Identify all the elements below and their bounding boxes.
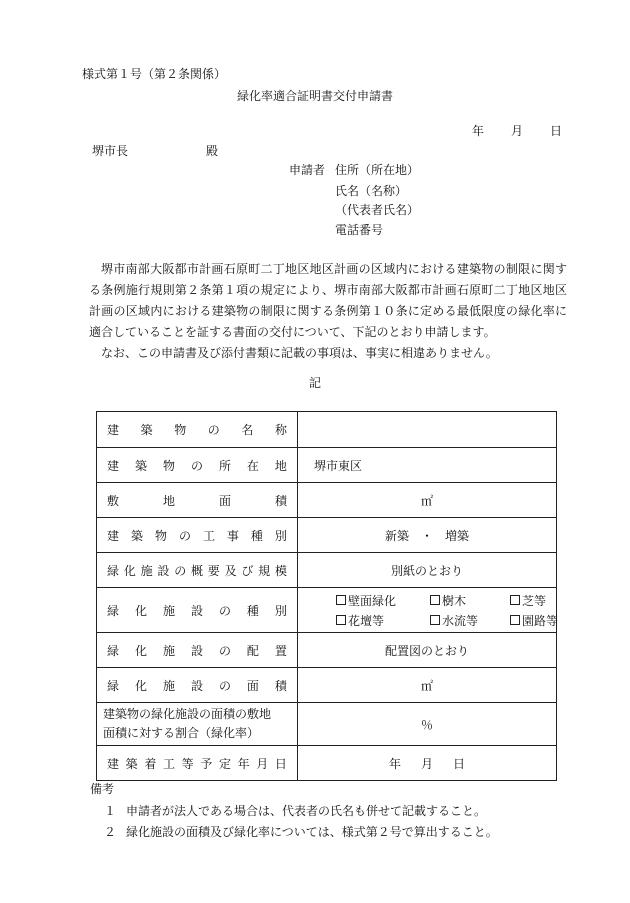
checkbox-box-icon <box>510 595 520 605</box>
label-char: 配 <box>246 643 259 658</box>
body-paragraph-2: なお、この申請書及び添付書類に記載の事項は、事実に相違ありません。 <box>101 346 498 360</box>
greening-type-label <box>97 588 298 633</box>
label-char: の <box>207 423 220 437</box>
greening-overview-label <box>97 553 298 588</box>
label-char: 設 <box>190 603 203 618</box>
greening-ratio-label: 建築物の緑化施設の面積の敷地 面積に対する割合（緑化率） <box>97 703 298 746</box>
label-char: 所 <box>218 458 231 473</box>
label-char: 化 <box>134 678 147 693</box>
label-char: 予 <box>200 756 213 771</box>
date-day-label: 日 <box>549 124 562 138</box>
label-char: 設 <box>190 643 203 658</box>
label-char: 地 <box>162 493 175 508</box>
checkbox-box-icon <box>430 595 440 605</box>
checkbox-water-stream[interactable]: 水流等 <box>430 612 510 629</box>
body-paragraph-1: 堺市南部大阪都市計画石原町二丁地区地区計画の区域内における建築物の制限に関する条例施行規則第２条第１項の規定により、堺市南部大阪都市計画石原町二丁地区地区計画の区域内における建築物の制限に関する条例第１０条に定める最低限度の緑化率に適合していることを証する書面の交付について、下記のとおり申請します。 <box>89 262 567 339</box>
greening-overview-value[interactable]: 別紙のとおり <box>298 553 557 588</box>
site-area-unit: ㎡ <box>420 493 433 508</box>
label-char: 施 <box>162 643 175 658</box>
label-char: 別 <box>274 603 287 618</box>
label-char: 面 <box>246 678 259 693</box>
greening-type-options <box>298 588 557 633</box>
label-char: 在 <box>246 458 259 473</box>
greening-area-label <box>97 668 298 703</box>
table-row-construction-type <box>97 518 557 553</box>
label-char: の <box>178 528 191 543</box>
building-name-value[interactable] <box>298 412 557 448</box>
label-char: 着 <box>144 756 157 771</box>
label-char: び <box>241 563 254 578</box>
note-number: １ <box>104 804 117 818</box>
label-char: の <box>218 643 231 658</box>
label-char: 別 <box>274 528 287 543</box>
label-char: 建 <box>107 756 120 771</box>
label-char: 積 <box>274 493 287 508</box>
label-char: 要 <box>207 563 220 578</box>
label-char: 設 <box>190 678 203 693</box>
table-row-building-location <box>97 448 557 483</box>
label-char: 設 <box>157 563 170 578</box>
label-char: 積 <box>274 678 287 693</box>
label-char: 築 <box>140 423 153 437</box>
construction-type-label <box>97 518 298 553</box>
building-location-label <box>97 448 298 483</box>
checkbox-flower-bed[interactable]: 花壇等 <box>336 612 430 629</box>
label-char: 建 <box>107 528 120 543</box>
checkbox-box-icon <box>336 615 346 625</box>
table-row-greening-layout <box>97 633 557 668</box>
table-row-greening-type <box>97 588 557 633</box>
table-row-site-area <box>97 483 557 518</box>
start-date-value[interactable] <box>298 746 557 781</box>
label-char: の <box>190 458 203 473</box>
greening-area-value[interactable] <box>298 668 557 703</box>
recipient-honorific: 殿 <box>206 144 219 158</box>
table-row-start-date <box>97 746 557 781</box>
ki-heading: 記 <box>308 376 321 390</box>
label-char: 築 <box>125 756 138 771</box>
label-char: 緑 <box>107 678 120 693</box>
label-char: 概 <box>190 563 203 578</box>
label-char: 置 <box>274 643 287 658</box>
label-char: 事 <box>226 528 239 543</box>
application-table <box>96 411 557 781</box>
checkbox-box-icon <box>430 615 440 625</box>
site-area-label <box>97 483 298 518</box>
site-area-value[interactable] <box>298 483 557 518</box>
label-char: 日 <box>274 756 287 771</box>
applicant-label: 申請者 <box>289 163 326 177</box>
label-char: 緑 <box>107 603 120 618</box>
label-char: 緑 <box>107 563 120 578</box>
building-location-value[interactable]: 堺市東区 <box>298 448 557 483</box>
notes-heading: 備考 <box>90 782 115 796</box>
greening-area-unit: ㎡ <box>420 678 433 693</box>
greening-layout-value[interactable]: 配置図のとおり <box>298 633 557 668</box>
label-char: 面 <box>218 493 231 508</box>
note-item <box>104 824 498 840</box>
label-char: 地 <box>274 458 287 473</box>
label-char: 種 <box>250 528 263 543</box>
construction-type-value[interactable]: 新築 ・ 増築 <box>298 518 557 553</box>
table-row-greening-ratio <box>97 703 557 746</box>
start-date-label <box>97 746 298 781</box>
label-char: 工 <box>202 528 215 543</box>
applicant-representative-label: （代表者氏名） <box>335 203 420 217</box>
checkbox-trees[interactable]: 樹木 <box>430 592 510 609</box>
body-text <box>89 259 567 364</box>
applicant-phone-label: 電話番号 <box>335 223 384 237</box>
table-row-greening-area <box>97 668 557 703</box>
label-char: 称 <box>274 423 287 437</box>
label-char: 名 <box>241 423 254 437</box>
label-char: の <box>218 678 231 693</box>
label-char: 建 <box>107 458 120 473</box>
note-item <box>104 803 486 819</box>
table-row-greening-overview <box>97 553 557 588</box>
label-char: 築 <box>134 458 147 473</box>
document-title: 緑化率適合証明書交付申請書 <box>236 89 393 103</box>
checkbox-box-icon <box>510 615 520 625</box>
label-char: 施 <box>162 603 175 618</box>
label-char: 工 <box>162 756 175 771</box>
start-date-day: 日 <box>453 756 466 771</box>
greening-ratio-unit: ％ <box>420 717 433 732</box>
date-year-label: 年 <box>472 124 485 138</box>
date-line <box>472 123 562 139</box>
note-text: 緑化施設の面積及び緑化率については、様式第２号で算出すること。 <box>126 825 498 839</box>
label-char: 緑 <box>107 643 120 658</box>
label-char: 建 <box>107 423 120 437</box>
date-month-label: 月 <box>510 124 523 138</box>
label-char: 化 <box>134 603 147 618</box>
label-char: 定 <box>218 756 231 771</box>
checkbox-garden-path[interactable]: 園路等 <box>510 612 570 629</box>
label-char: 物 <box>154 528 167 543</box>
applicant-address-label: 住所（所在地） <box>335 163 420 177</box>
label-char: 施 <box>162 678 175 693</box>
checkbox-wall-greening[interactable]: 壁面緑化 <box>336 592 430 609</box>
label-char: 年 <box>237 756 250 771</box>
label-char: 化 <box>134 643 147 658</box>
start-date-year: 年 <box>388 756 401 771</box>
form-number: 様式第１号（第２条関係） <box>82 67 227 81</box>
start-date-month: 月 <box>420 756 433 771</box>
greening-ratio-value[interactable] <box>298 703 557 746</box>
label-char: 模 <box>274 563 287 578</box>
table-row-building-name <box>97 412 557 448</box>
label-char: 築 <box>130 528 143 543</box>
label-char: 等 <box>181 756 194 771</box>
label-char: 物 <box>162 458 175 473</box>
label-char: の <box>174 563 187 578</box>
note-number: ２ <box>104 825 117 839</box>
label-char: の <box>218 603 231 618</box>
label-char: 物 <box>174 423 187 437</box>
checkbox-lawn[interactable]: 芝等 <box>510 592 570 609</box>
recipient-name: 堺市長 <box>92 144 129 158</box>
label-char: 月 <box>256 756 269 771</box>
label-char: 化 <box>123 563 136 578</box>
note-text: 申請者が法人である場合は、代表者の氏名も併せて記載すること。 <box>126 804 487 818</box>
greening-layout-label <box>97 633 298 668</box>
label-char: 及 <box>224 563 237 578</box>
label-char: 規 <box>258 563 271 578</box>
applicant-name-label: 氏名（名称） <box>335 184 408 198</box>
label-char: 施 <box>140 563 153 578</box>
label-char: 敷 <box>107 493 120 508</box>
checkbox-box-icon <box>336 595 346 605</box>
building-name-label <box>97 412 298 448</box>
label-char: 種 <box>246 603 259 618</box>
